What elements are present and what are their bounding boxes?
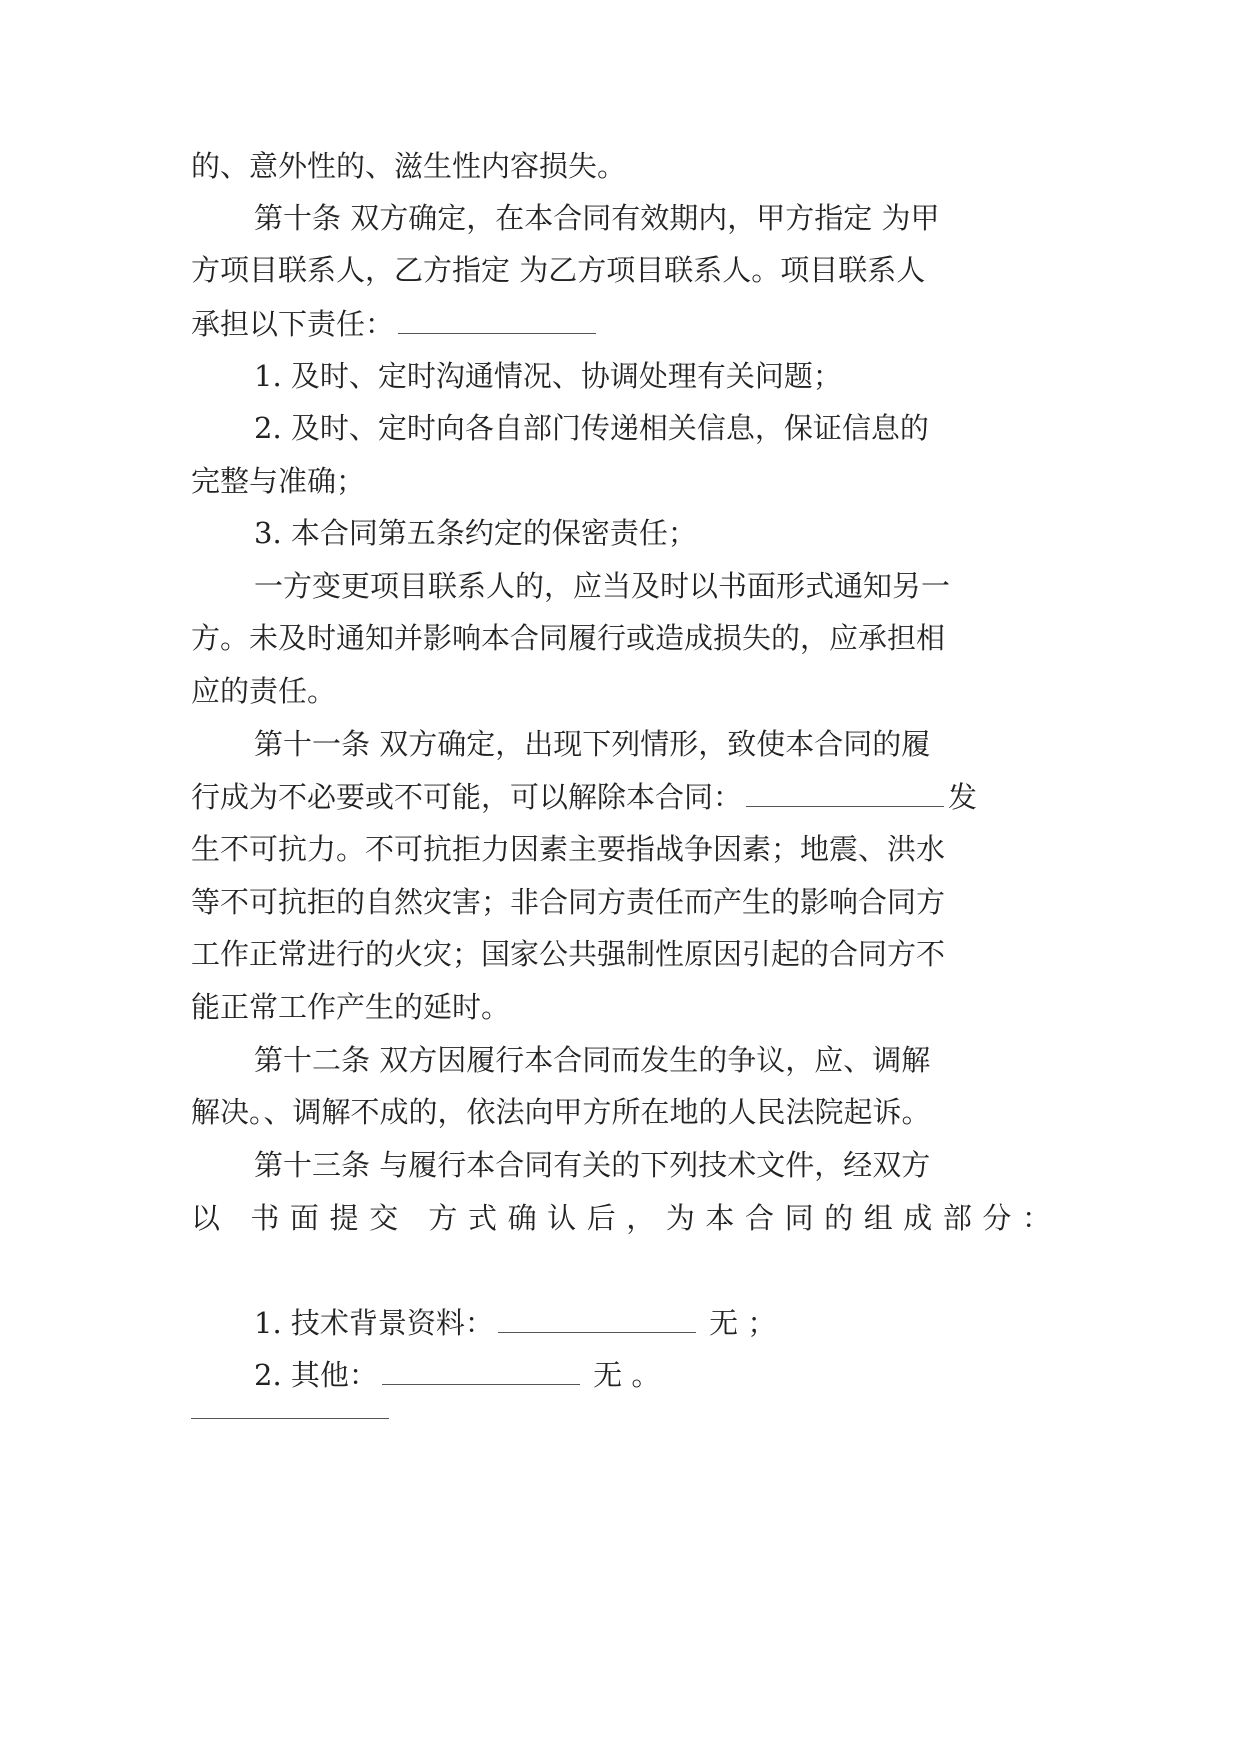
list-item: 2. 及时、定时向各自部门传递相关信息，保证信息的 — [254, 411, 929, 445]
text-segment: 1. 技术背景资料： — [254, 1306, 494, 1340]
text-line: 一方变更项目联系人的，应当及时以书面形式通知另一 — [254, 569, 951, 603]
fill-in-blank — [398, 309, 596, 334]
list-item — [254, 1303, 1051, 1343]
article-10-heading-line: 第十条 双方确定，在本合同有效期内，甲方指定 为甲 — [254, 201, 940, 235]
fill-in-blank — [382, 1360, 580, 1385]
text-segment: 无 ； — [699, 1306, 777, 1340]
text-line: 能正常工作产生的延时。 — [191, 990, 511, 1024]
text-segment: 2. 其他： — [254, 1358, 378, 1392]
text-line: 的、意外性的、滋生性内容损失。 — [191, 149, 627, 183]
text-segment: 行成为不必要或不可能，可以解除本合同： — [191, 780, 743, 814]
text-segment: 发 — [948, 780, 978, 814]
text-line — [191, 777, 1051, 817]
fill-in-blank — [498, 1308, 696, 1333]
text-segment: 承担以下责任： — [191, 307, 395, 341]
text-segment: 无 。 — [583, 1358, 661, 1392]
text-line: 应的责任。 — [191, 674, 337, 708]
list-item — [254, 1355, 1051, 1395]
text-line: 生不可抗力。不可抗拒力因素主要指战争因素；地震、洪水 — [191, 832, 946, 866]
fill-in-blank — [746, 782, 944, 807]
text-line — [191, 304, 1051, 344]
text-line: 方项目联系人，乙方指定 为乙方项目联系人。项目联系人 — [191, 253, 926, 287]
text-line: 解决。、调解不成的，依法向甲方所在地的人民法院起诉。 — [191, 1095, 931, 1129]
text-line: 以 书面提交 方式确认后，为本合同的组成部分： — [191, 1201, 1051, 1235]
article-13-heading-line: 第十三条 与履行本合同有关的下列技术文件，经双方 — [254, 1148, 931, 1182]
text-line: 方。未及时通知并影响本合同履行或造成损失的，应承担相 — [191, 621, 946, 655]
article-11-heading-line: 第十一条 双方确定，出现下列情形，致使本合同的履 — [254, 727, 931, 761]
list-item: 1. 及时、定时沟通情况、协调处理有关问题； — [254, 359, 842, 393]
article-12-heading-line: 第十二条 双方因履行本合同而发生的争议，应、调解 — [254, 1043, 931, 1077]
list-item: 3. 本合同第五条约定的保密责任； — [254, 516, 697, 550]
text-line: 完整与准确； — [191, 464, 366, 498]
text-line: 等不可抗拒的自然灾害；非合同方责任而产生的影响合同方 — [191, 885, 946, 919]
fill-in-blank — [191, 1418, 389, 1419]
text-line: 工作正常进行的火灾；国家公共强制性原因引起的合同方不 — [191, 937, 946, 971]
